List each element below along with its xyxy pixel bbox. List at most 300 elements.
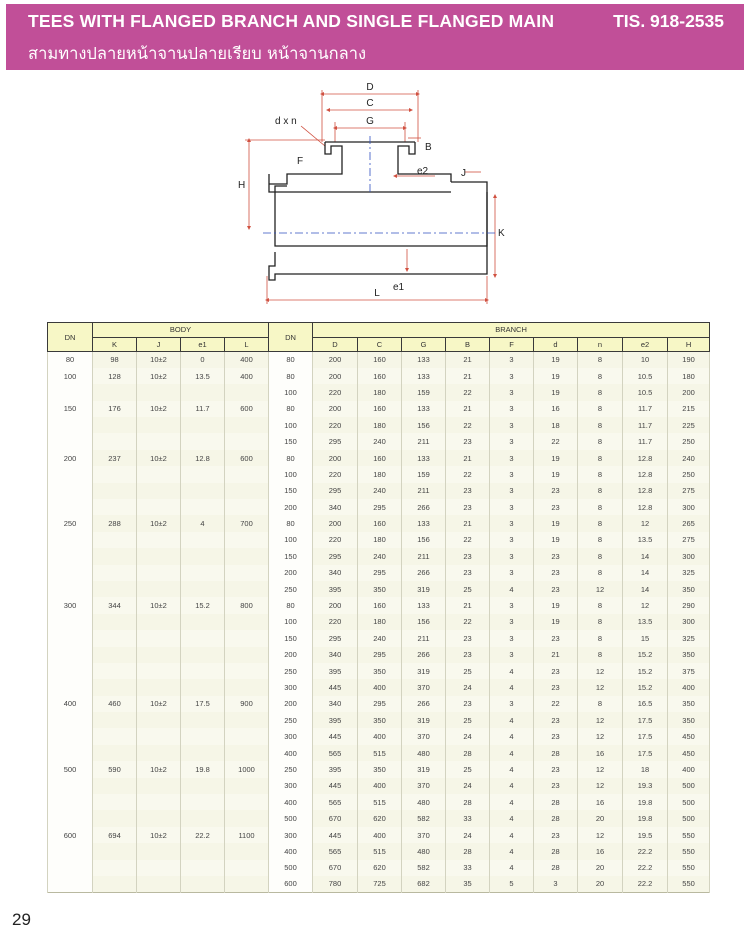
cell-g: 133 [402, 368, 446, 384]
cell-bdn: 80 [269, 352, 313, 368]
cell-bdn: 80 [269, 515, 313, 531]
cell-b: 23 [446, 647, 490, 663]
cell-f: 4 [490, 745, 534, 761]
cell-j [137, 794, 181, 810]
table-row [48, 401, 710, 417]
cell-h: 350 [668, 647, 710, 663]
cell-c: 180 [358, 614, 402, 630]
cell-e2: 11.7 [623, 401, 668, 417]
cell-l: 1000 [225, 761, 269, 777]
table-row [48, 614, 710, 630]
cell-h: 300 [668, 548, 710, 564]
cell-f: 3 [490, 597, 534, 613]
cell-n: 8 [578, 548, 623, 564]
cell-k [93, 663, 137, 679]
cell-dd: 19 [534, 515, 578, 531]
cell-b: 24 [446, 778, 490, 794]
cell-l [225, 417, 269, 433]
cell-g: 133 [402, 450, 446, 466]
table-row [48, 827, 710, 843]
cell-k [93, 433, 137, 449]
cell-d: 395 [313, 712, 358, 728]
cell-e2: 15.2 [623, 663, 668, 679]
cell-k [93, 499, 137, 515]
cell-l [225, 647, 269, 663]
cell-d: 340 [313, 647, 358, 663]
cell-k [93, 794, 137, 810]
cell-e1 [181, 679, 225, 695]
cell-e1 [181, 745, 225, 761]
cell-d: 670 [313, 860, 358, 876]
cell-h: 215 [668, 401, 710, 417]
cell-d: 295 [313, 483, 358, 499]
cell-c: 240 [358, 630, 402, 646]
cell-k [93, 548, 137, 564]
cell-e1 [181, 565, 225, 581]
cell-f: 4 [490, 712, 534, 728]
cell-dd: 19 [534, 384, 578, 400]
label-G: G [366, 116, 374, 127]
cell-h: 450 [668, 728, 710, 744]
cell-j: 10±2 [137, 761, 181, 777]
cell-b: 21 [446, 450, 490, 466]
cell-dn [48, 532, 93, 548]
cell-n: 8 [578, 401, 623, 417]
cell-c: 515 [358, 843, 402, 859]
cell-e2: 14 [623, 565, 668, 581]
cell-l: 1100 [225, 827, 269, 843]
cell-c: 350 [358, 761, 402, 777]
label-B: B [425, 142, 432, 153]
cell-g: 370 [402, 778, 446, 794]
cell-e1 [181, 581, 225, 597]
group-body: BODY [93, 323, 269, 338]
cell-e2: 11.7 [623, 417, 668, 433]
cell-g: 582 [402, 860, 446, 876]
cell-d: 565 [313, 794, 358, 810]
cell-j [137, 466, 181, 482]
cell-g: 211 [402, 630, 446, 646]
cell-b: 33 [446, 860, 490, 876]
cell-l [225, 810, 269, 826]
cell-e1: 4 [181, 515, 225, 531]
cell-dn: 300 [48, 597, 93, 613]
cell-d: 220 [313, 417, 358, 433]
cell-bdn: 80 [269, 401, 313, 417]
cell-j [137, 499, 181, 515]
col-dn-body: DN [48, 323, 93, 352]
cell-n: 12 [578, 728, 623, 744]
cell-k: 344 [93, 597, 137, 613]
cell-e2: 19.3 [623, 778, 668, 794]
cell-dd: 23 [534, 630, 578, 646]
cell-n: 8 [578, 532, 623, 548]
table-row [48, 778, 710, 794]
cell-g: 682 [402, 876, 446, 892]
cell-c: 160 [358, 368, 402, 384]
cell-c: 350 [358, 712, 402, 728]
cell-dd: 23 [534, 827, 578, 843]
cell-bdn: 200 [269, 696, 313, 712]
cell-d: 780 [313, 876, 358, 892]
cell-dd: 23 [534, 761, 578, 777]
cell-j [137, 433, 181, 449]
label-C: C [366, 98, 374, 109]
cell-f: 3 [490, 614, 534, 630]
label-e2: e2 [417, 166, 429, 177]
cell-n: 20 [578, 810, 623, 826]
cell-dd: 16 [534, 401, 578, 417]
tee-drawing-svg [225, 76, 515, 316]
cell-h: 350 [668, 712, 710, 728]
cell-j [137, 417, 181, 433]
cell-h: 275 [668, 483, 710, 499]
cell-f: 3 [490, 565, 534, 581]
cell-n: 8 [578, 597, 623, 613]
cell-e2: 16.5 [623, 696, 668, 712]
cell-bdn: 300 [269, 679, 313, 695]
cell-bdn: 100 [269, 532, 313, 548]
cell-c: 180 [358, 532, 402, 548]
cell-e2: 17.5 [623, 712, 668, 728]
cell-k: 460 [93, 696, 137, 712]
cell-j [137, 860, 181, 876]
cell-h: 290 [668, 597, 710, 613]
table-row [48, 466, 710, 482]
cell-h: 375 [668, 663, 710, 679]
col-e2: e2 [623, 337, 668, 352]
cell-bdn: 150 [269, 548, 313, 564]
cell-c: 240 [358, 433, 402, 449]
cell-e1 [181, 843, 225, 859]
cell-k: 98 [93, 352, 137, 368]
cell-l: 800 [225, 597, 269, 613]
cell-bdn: 150 [269, 630, 313, 646]
cell-n: 8 [578, 647, 623, 663]
dimensions-table-container [47, 322, 705, 893]
cell-h: 400 [668, 761, 710, 777]
cell-dn: 200 [48, 450, 93, 466]
cell-bdn: 400 [269, 794, 313, 810]
cell-e2: 13.5 [623, 614, 668, 630]
cell-f: 3 [490, 433, 534, 449]
cell-bdn: 300 [269, 827, 313, 843]
cell-e2: 22.2 [623, 843, 668, 859]
cell-e1 [181, 860, 225, 876]
cell-e1 [181, 614, 225, 630]
cell-f: 4 [490, 679, 534, 695]
cell-n: 8 [578, 696, 623, 712]
cell-e2: 15.2 [623, 647, 668, 663]
cell-n: 12 [578, 581, 623, 597]
cell-l [225, 565, 269, 581]
col-b: B [446, 337, 490, 352]
cell-e1 [181, 384, 225, 400]
cell-h: 550 [668, 827, 710, 843]
cell-l [225, 778, 269, 794]
cell-n: 8 [578, 483, 623, 499]
cell-d: 200 [313, 450, 358, 466]
cell-n: 12 [578, 663, 623, 679]
cell-b: 24 [446, 679, 490, 695]
cell-dd: 23 [534, 499, 578, 515]
cell-f: 4 [490, 581, 534, 597]
cell-l [225, 614, 269, 630]
page-title: TEES WITH FLANGED BRANCH AND SINGLE FLANGED MAIN [28, 11, 555, 31]
col-h: H [668, 337, 710, 352]
cell-dn [48, 647, 93, 663]
cell-e1 [181, 532, 225, 548]
cell-e2: 10 [623, 352, 668, 368]
cell-e1 [181, 483, 225, 499]
cell-n: 8 [578, 417, 623, 433]
cell-e1 [181, 728, 225, 744]
cell-d: 395 [313, 761, 358, 777]
cell-n: 8 [578, 450, 623, 466]
page-number: 29 [12, 910, 31, 929]
cell-g: 133 [402, 515, 446, 531]
tee-technical-drawing [225, 76, 515, 316]
cell-dd: 28 [534, 810, 578, 826]
cell-j [137, 663, 181, 679]
cell-e2: 14 [623, 581, 668, 597]
cell-e1: 19.8 [181, 761, 225, 777]
cell-bdn: 600 [269, 876, 313, 892]
cell-j: 10±2 [137, 401, 181, 417]
cell-h: 450 [668, 745, 710, 761]
cell-k: 128 [93, 368, 137, 384]
cell-e1 [181, 876, 225, 892]
cell-h: 250 [668, 433, 710, 449]
cell-e2: 19.5 [623, 827, 668, 843]
cell-e2: 19.8 [623, 794, 668, 810]
table-row [48, 450, 710, 466]
cell-g: 319 [402, 761, 446, 777]
cell-e1: 0 [181, 352, 225, 368]
cell-k [93, 483, 137, 499]
cell-l [225, 630, 269, 646]
cell-dd: 3 [534, 876, 578, 892]
cell-dd: 23 [534, 483, 578, 499]
cell-b: 21 [446, 597, 490, 613]
cell-k [93, 532, 137, 548]
cell-dn [48, 810, 93, 826]
cell-e2: 12.8 [623, 466, 668, 482]
cell-bdn: 500 [269, 860, 313, 876]
cell-j: 10±2 [137, 515, 181, 531]
cell-dn [48, 630, 93, 646]
cell-f: 4 [490, 728, 534, 744]
cell-e2: 12.8 [623, 499, 668, 515]
cell-f: 4 [490, 827, 534, 843]
cell-n: 12 [578, 827, 623, 843]
cell-k [93, 778, 137, 794]
cell-d: 220 [313, 532, 358, 548]
cell-dn [48, 548, 93, 564]
cell-e2: 12 [623, 597, 668, 613]
cell-dn [48, 663, 93, 679]
cell-j [137, 728, 181, 744]
cell-g: 211 [402, 548, 446, 564]
cell-b: 28 [446, 745, 490, 761]
cell-c: 180 [358, 417, 402, 433]
cell-dn [48, 860, 93, 876]
cell-n: 8 [578, 614, 623, 630]
cell-dd: 23 [534, 712, 578, 728]
cell-bdn: 100 [269, 466, 313, 482]
cell-bdn: 150 [269, 483, 313, 499]
cell-f: 4 [490, 810, 534, 826]
cell-l: 600 [225, 401, 269, 417]
cell-f: 3 [490, 401, 534, 417]
table-row [48, 745, 710, 761]
cell-d: 670 [313, 810, 358, 826]
cell-dd: 19 [534, 614, 578, 630]
cell-h: 250 [668, 466, 710, 482]
cell-g: 370 [402, 827, 446, 843]
cell-c: 400 [358, 679, 402, 695]
cell-dn [48, 728, 93, 744]
table-row [48, 647, 710, 663]
cell-n: 12 [578, 712, 623, 728]
cell-l [225, 794, 269, 810]
cell-dn: 250 [48, 515, 93, 531]
cell-bdn: 100 [269, 384, 313, 400]
cell-c: 350 [358, 663, 402, 679]
cell-dd: 28 [534, 860, 578, 876]
cell-dn [48, 794, 93, 810]
cell-h: 500 [668, 810, 710, 826]
cell-d: 220 [313, 466, 358, 482]
table-row [48, 433, 710, 449]
cell-d: 340 [313, 499, 358, 515]
cell-c: 400 [358, 778, 402, 794]
table-row [48, 794, 710, 810]
table-row [48, 597, 710, 613]
cell-l [225, 712, 269, 728]
cell-bdn: 500 [269, 810, 313, 826]
cell-b: 25 [446, 712, 490, 728]
cell-h: 500 [668, 778, 710, 794]
cell-h: 325 [668, 630, 710, 646]
cell-k [93, 876, 137, 892]
cell-h: 300 [668, 614, 710, 630]
cell-j [137, 843, 181, 859]
cell-b: 25 [446, 761, 490, 777]
cell-dd: 23 [534, 778, 578, 794]
cell-l: 900 [225, 696, 269, 712]
cell-f: 3 [490, 696, 534, 712]
cell-k: 288 [93, 515, 137, 531]
cell-bdn: 300 [269, 778, 313, 794]
cell-k [93, 565, 137, 581]
cell-j [137, 712, 181, 728]
cell-f: 3 [490, 548, 534, 564]
cell-k [93, 384, 137, 400]
cell-f: 3 [490, 532, 534, 548]
cell-dn [48, 384, 93, 400]
table-row [48, 663, 710, 679]
cell-bdn: 150 [269, 433, 313, 449]
cell-c: 160 [358, 515, 402, 531]
cell-n: 20 [578, 860, 623, 876]
cell-e1: 12.8 [181, 450, 225, 466]
cell-g: 159 [402, 466, 446, 482]
cell-j [137, 679, 181, 695]
col-n: n [578, 337, 623, 352]
cell-k [93, 466, 137, 482]
cell-g: 582 [402, 810, 446, 826]
cell-f: 3 [490, 499, 534, 515]
label-D: D [366, 82, 374, 93]
cell-l [225, 679, 269, 695]
cell-l [225, 860, 269, 876]
cell-l: 400 [225, 352, 269, 368]
cell-dd: 23 [534, 663, 578, 679]
cell-b: 35 [446, 876, 490, 892]
cell-b: 25 [446, 663, 490, 679]
cell-c: 400 [358, 827, 402, 843]
label-dxn: d x n [275, 116, 297, 127]
cell-dd: 23 [534, 581, 578, 597]
cell-dd: 23 [534, 565, 578, 581]
table-row [48, 679, 710, 695]
table-row [48, 368, 710, 384]
cell-n: 16 [578, 794, 623, 810]
cell-e1 [181, 712, 225, 728]
cell-b: 23 [446, 433, 490, 449]
cell-e2: 22.2 [623, 876, 668, 892]
table-row [48, 696, 710, 712]
cell-bdn: 200 [269, 565, 313, 581]
cell-d: 220 [313, 384, 358, 400]
cell-h: 180 [668, 368, 710, 384]
cell-n: 8 [578, 368, 623, 384]
cell-dd: 28 [534, 794, 578, 810]
cell-j: 10±2 [137, 450, 181, 466]
cell-e1: 11.7 [181, 401, 225, 417]
table-row [48, 876, 710, 892]
cell-f: 3 [490, 417, 534, 433]
table-row [48, 352, 710, 368]
cell-b: 22 [446, 466, 490, 482]
cell-c: 295 [358, 647, 402, 663]
cell-g: 133 [402, 401, 446, 417]
cell-dn [48, 433, 93, 449]
cell-e1 [181, 466, 225, 482]
cell-b: 22 [446, 532, 490, 548]
cell-k [93, 647, 137, 663]
cell-h: 300 [668, 499, 710, 515]
cell-b: 28 [446, 794, 490, 810]
cell-dd: 28 [534, 843, 578, 859]
cell-l [225, 384, 269, 400]
cell-b: 33 [446, 810, 490, 826]
cell-h: 275 [668, 532, 710, 548]
cell-d: 295 [313, 433, 358, 449]
cell-k [93, 728, 137, 744]
cell-k: 694 [93, 827, 137, 843]
cell-dn [48, 565, 93, 581]
col-k: K [93, 337, 137, 352]
cell-d: 295 [313, 630, 358, 646]
cell-j [137, 548, 181, 564]
cell-dn: 150 [48, 401, 93, 417]
cell-j: 10±2 [137, 597, 181, 613]
cell-d: 445 [313, 728, 358, 744]
cell-k [93, 581, 137, 597]
cell-d: 200 [313, 352, 358, 368]
